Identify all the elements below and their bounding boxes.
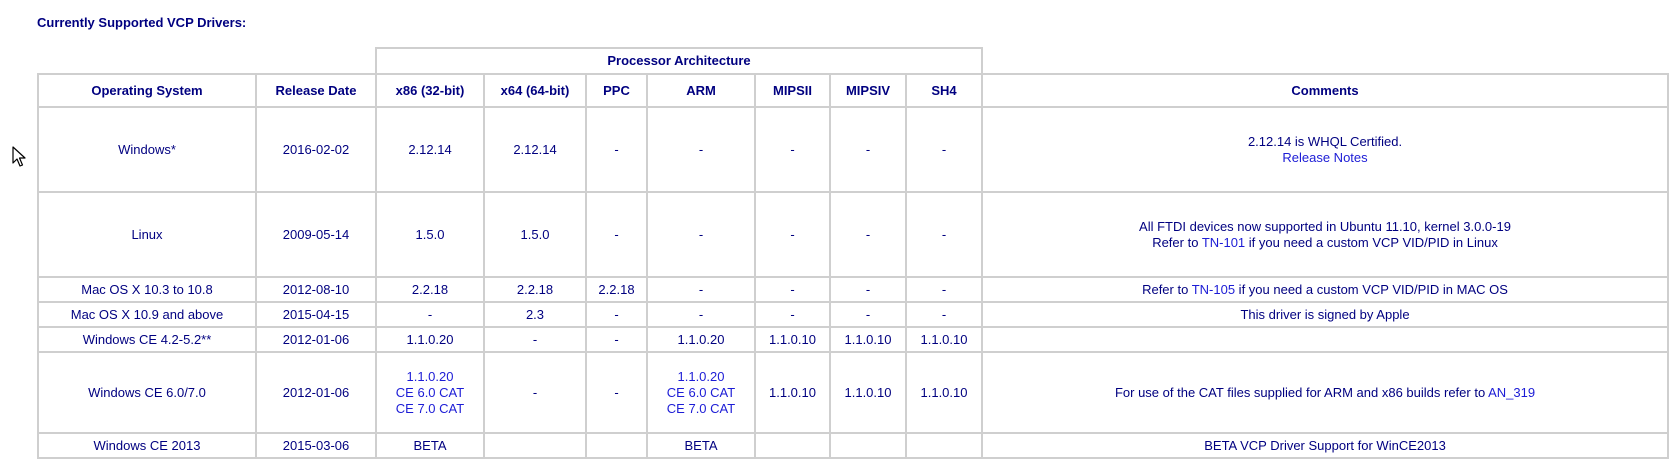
column-header-row (38, 74, 1668, 107)
driver-link-arm[interactable]: BETA (647, 433, 755, 458)
comments-cell: This driver is signed by Apple (982, 302, 1668, 327)
arm-cell: - (647, 302, 755, 327)
driver-link-x86[interactable]: 1.1.0.20 (376, 327, 484, 352)
processor-architecture-header: Processor Architecture (376, 48, 982, 74)
comment-text: All FTDI devices now supported in Ubuntu 11.10, kernel 3.0.0-19 (1139, 218, 1511, 234)
mipsii-cell: - (755, 302, 830, 327)
driver-link-sh4[interactable]: 1.1.0.10 (906, 352, 982, 433)
x64-cell (484, 433, 586, 458)
mipsii-cell (755, 433, 830, 458)
mipsiv-cell: - (830, 192, 906, 277)
sh4-cell: - (906, 277, 982, 302)
arm-cell: - (647, 192, 755, 277)
os-cell: Windows CE 6.0/7.0 (38, 352, 256, 433)
col-header-sh4: SH4 (906, 74, 982, 107)
comments-cell (982, 107, 1668, 192)
comment-prefix: For use of the CAT files supplied for ARM and x86 builds refer to (1114, 384, 1489, 400)
release-date-cell: 2012-08-10 (256, 277, 376, 302)
ppc-cell: - (586, 107, 647, 192)
release-date-cell: 2015-04-15 (256, 302, 376, 327)
sh4-cell: - (906, 107, 982, 192)
comment-text: 2.12.14 is WHQL Certified. (1247, 133, 1403, 149)
comments-cell (982, 352, 1668, 433)
vcp-drivers-table (37, 47, 1669, 459)
driver-link-mipsiv[interactable]: 1.1.0.10 (830, 327, 906, 352)
col-header-mipsii: MIPSII (755, 74, 830, 107)
comment-suffix: if you need a custom VCP VID/PID in MAC OS (1235, 281, 1508, 297)
ppc-cell (586, 433, 647, 458)
x86-cell: - (376, 302, 484, 327)
tn-101-link[interactable]: TN-101 (1201, 234, 1246, 250)
mipsiv-cell: - (830, 277, 906, 302)
table-row-windows-ce-6-0-7-0 (38, 352, 1668, 433)
driver-link-mipsii[interactable]: 1.1.0.10 (755, 327, 830, 352)
driver-link-x64[interactable]: 2.12.14 (484, 107, 586, 192)
driver-link-x64[interactable]: 1.5.0 (484, 192, 586, 277)
os-cell: Windows CE 2013 (38, 433, 256, 458)
sh4-cell (906, 433, 982, 458)
mipsii-cell: - (755, 277, 830, 302)
comments-cell: BETA VCP Driver Support for WinCE2013 (982, 433, 1668, 458)
release-date-cell: 2016-02-02 (256, 107, 376, 192)
col-header-os: Operating System (38, 74, 256, 107)
arm-cell: - (647, 107, 755, 192)
driver-link-x86[interactable]: BETA (376, 433, 484, 458)
driver-link-x86[interactable]: 1.5.0 (376, 192, 484, 277)
os-cell: Mac OS X 10.9 and above (38, 302, 256, 327)
driver-link-arm[interactable]: 1.1.0.20 (677, 368, 725, 384)
mipsii-cell: - (755, 107, 830, 192)
release-date-cell: 2015-03-06 (256, 433, 376, 458)
an-319-link[interactable]: AN_319 (1488, 384, 1536, 400)
release-date-cell: 2012-01-06 (256, 352, 376, 433)
driver-link-ppc[interactable]: 2.2.18 (586, 277, 647, 302)
ppc-cell: - (586, 192, 647, 277)
x64-cell: - (484, 352, 586, 433)
table-row-windows-ce-2013 (38, 433, 1668, 458)
comments-cell (982, 277, 1668, 302)
driver-link-sh4[interactable]: 1.1.0.10 (906, 327, 982, 352)
col-header-comments: Comments (982, 74, 1668, 107)
ce6-cat-link-arm[interactable]: CE 6.0 CAT (666, 384, 736, 400)
comment-text (985, 235, 1665, 251)
table-row-windows-ce-4-2-5-2 (38, 327, 1668, 352)
group-header-row (38, 48, 1668, 74)
ppc-cell: - (586, 352, 647, 433)
arm-cell (647, 352, 755, 433)
mouse-pointer-icon (12, 146, 26, 168)
driver-link-mipsiv[interactable]: 1.1.0.10 (830, 352, 906, 433)
x86-cell (376, 352, 484, 433)
comment-prefix: Refer to (1142, 281, 1192, 297)
table-row-mac-os-x-10-3-to-10-8 (38, 277, 1668, 302)
comment-prefix: Refer to (1152, 234, 1202, 250)
release-date-cell: 2012-01-06 (256, 327, 376, 352)
tn-105-link[interactable]: TN-105 (1191, 281, 1236, 297)
release-date-cell: 2009-05-14 (256, 192, 376, 277)
table-row-windows (38, 107, 1668, 192)
ce6-cat-link-x86[interactable]: CE 6.0 CAT (395, 384, 465, 400)
col-header-release-date: Release Date (256, 74, 376, 107)
col-header-arm: ARM (647, 74, 755, 107)
driver-link-mipsii[interactable]: 1.1.0.10 (755, 352, 830, 433)
driver-link-x86[interactable]: 2.12.14 (376, 107, 484, 192)
col-header-x64: x64 (64-bit) (484, 74, 586, 107)
os-cell: Windows CE 4.2-5.2** (38, 327, 256, 352)
release-notes-link[interactable]: Release Notes (1282, 149, 1368, 165)
table-row-linux (38, 192, 1668, 277)
table-row-mac-os-x-10-9-and-above (38, 302, 1668, 327)
comments-cell (982, 192, 1668, 277)
ppc-cell: - (586, 302, 647, 327)
group-spacer-right (982, 48, 1668, 74)
comment-suffix: if you need a custom VCP VID/PID in Linux (1245, 234, 1498, 250)
driver-link-x86[interactable]: 1.1.0.20 (406, 368, 454, 384)
ppc-cell: - (586, 327, 647, 352)
driver-link-x64[interactable]: 2.2.18 (484, 277, 586, 302)
os-cell: Windows* (38, 107, 256, 192)
os-cell: Mac OS X 10.3 to 10.8 (38, 277, 256, 302)
sh4-cell: - (906, 302, 982, 327)
mipsiv-cell (830, 433, 906, 458)
driver-link-x86[interactable]: 2.2.18 (376, 277, 484, 302)
col-header-x86: x86 (32-bit) (376, 74, 484, 107)
os-cell: Linux (38, 192, 256, 277)
ce7-cat-link-x86[interactable]: CE 7.0 CAT (395, 400, 465, 416)
arm-cell: - (647, 277, 755, 302)
mipsiv-cell: - (830, 302, 906, 327)
ce7-cat-link-arm[interactable]: CE 7.0 CAT (666, 400, 736, 416)
x64-cell: - (484, 327, 586, 352)
col-header-mipsiv: MIPSIV (830, 74, 906, 107)
col-header-ppc: PPC (586, 74, 647, 107)
driver-link-x64[interactable]: 2.3 (484, 302, 586, 327)
group-spacer-left (38, 48, 376, 74)
page-heading: Currently Supported VCP Drivers: (37, 15, 247, 30)
mipsii-cell: - (755, 192, 830, 277)
sh4-cell: - (906, 192, 982, 277)
mipsiv-cell: - (830, 107, 906, 192)
comments-cell (982, 327, 1668, 352)
driver-link-arm[interactable]: 1.1.0.20 (647, 327, 755, 352)
